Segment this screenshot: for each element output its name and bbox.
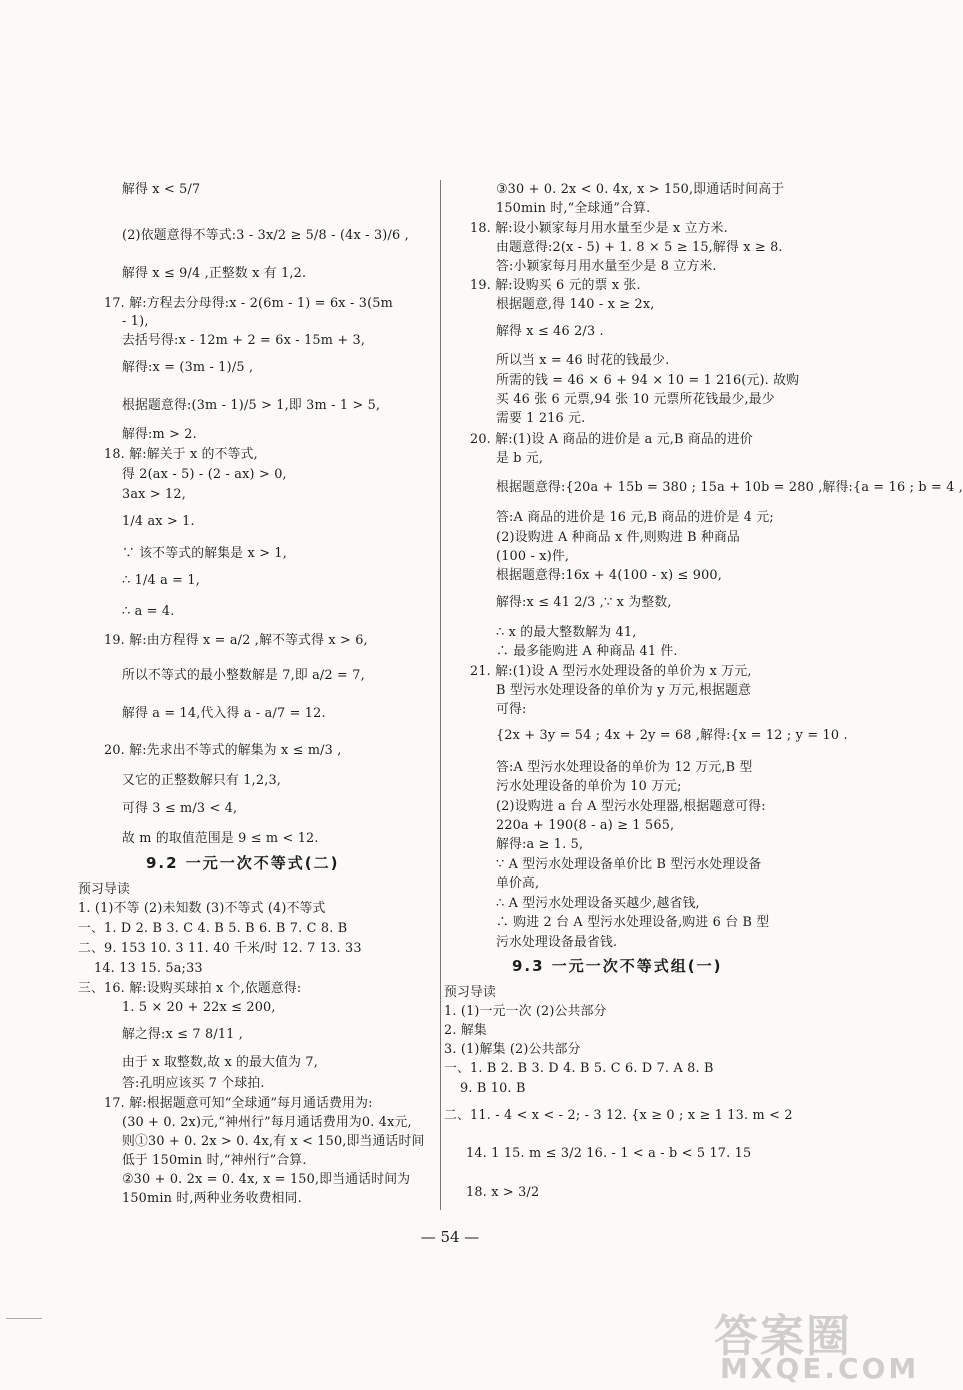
text-line: 解得 x < 5/7 [122,182,201,197]
text-line: 由于 x 取整数,故 x 的最大值为 7, [122,1055,319,1070]
text-line: 则①30 + 0. 2x > 0. 4x,有 x < 150,即当通话时间 [122,1134,425,1149]
text-line: (2)依题意得不等式:3 - 3x/2 ≥ 5/8 - (4x - 3)/6 , [122,228,409,243]
text-line: 答:孔明应该买 7 个球拍. [122,1076,265,1091]
text-line: 1. (1)一元一次 (2)公共部分 [444,1004,607,1019]
text-line: 又它的正整数解只有 1,2,3, [122,773,282,788]
text-line: (30 + 0. 2x)元,“神州行”每月通话费用为0. 4x元, [122,1115,412,1130]
text-line: 三、16. 解:设购买球拍 x 个,依题意得: [78,981,302,996]
text-line: 17. 解:根据题意可知“全球通”每月通话费用为: [104,1096,373,1111]
text-line: 1. (1)不等 (2)未知数 (3)不等式 (4)不等式 [78,901,326,916]
text-line: 所需的钱 = 46 × 6 + 94 × 10 = 1 216(元). 故购 [496,373,800,388]
text-line: 所以当 x = 46 时花的钱最少. [496,353,670,368]
subsection-label: 预习导读 [78,882,130,897]
text-line: 答:A 商品的进价是 16 元,B 商品的进价是 4 元; [496,510,774,525]
text-line: 买 46 张 6 元票,94 张 10 元票所花钱最少,最少 [496,392,775,407]
text-line: 18. 解:设小颖家每月用水量至少是 x 立方米. [470,221,728,236]
text-line: 1/4 ax > 1. [122,514,195,529]
text-line: 根据题意得:{20a + 15b = 380 ; 15a + 10b = 280 ,解得:{a = 16 ; b = 4 , [496,480,963,495]
text-line: 污水处理设备最省钱. [496,935,618,950]
text-line: 根据题意,得 140 - x ≥ 2x, [496,297,655,312]
text-line: 17. 解:方程去分母得:x - 2(6m - 1) = 6x - 3(5m [104,296,393,311]
text-line: {2x + 3y = 54 ; 4x + 2y = 68 ,解得:{x = 12 ; y = 10 . [496,728,848,743]
text-line: 由题意得:2(x - 5) + 1. 8 × 5 ≥ 15,解得 x ≥ 8. [496,240,783,255]
text-line: 去括号得:x - 12m + 2 = 6x - 15m + 3, [122,333,366,348]
watermark-logo-text: 答案圈 [714,1311,852,1362]
watermark-url: MXQE.COM [720,1352,920,1385]
text-line: 150min 时,两种业务收费相同. [122,1191,302,1206]
text-line: ②30 + 0. 2x = 0. 4x, x = 150,即当通话时间为 [122,1172,411,1187]
text-line: ∴ 1/4 a = 1, [122,573,200,588]
text-line: 根据题意得:16x + 4(100 - x) ≤ 900, [496,568,723,583]
text-line: 3. (1)解集 (2)公共部分 [444,1042,581,1057]
text-line: 9. B 10. B [460,1081,526,1096]
text-line: ∴ 购进 2 台 A 型污水处理设备,购进 6 台 B 型 [496,915,770,930]
text-line: ∴ A 型污水处理设备买越少,越省钱, [496,896,700,911]
text-line: 解得:m > 2. [122,427,197,442]
text-line: 故 m 的取值范围是 9 ≤ m < 12. [122,831,319,846]
text-line: 一、1. B 2. B 3. D 4. B 5. C 6. D 7. A 8. B [444,1061,714,1076]
text-line: 是 b 元, [496,451,544,466]
text-line: (2)设购进 A 种商品 x 件,则购进 B 种商品 [496,530,741,545]
text-line: 解得 x ≤ 9/4 ,正整数 x 有 1,2. [122,266,307,281]
text-line: B 型污水处理设备的单价为 y 万元,根据题意 [496,683,752,698]
text-line: 解得 x ≤ 46 2/3 . [496,324,604,339]
watermark [714,1300,920,1386]
text-line: 需要 1 216 元. [496,411,586,426]
text-line: 答:小颖家每月用水量至少是 8 立方米. [496,259,717,274]
text-line: 解之得:x ≤ 7 8/11 , [122,1027,244,1042]
text-line: 根据题意得:(3m - 1)/5 > 1,即 3m - 1 > 5, [122,398,381,413]
scan-mark [6,1318,42,1319]
text-line: 14. 1 15. m ≤ 3/2 16. - 1 < a - b < 5 17. 15 [466,1146,752,1161]
text-line: 答:A 型污水处理设备的单价为 12 万元,B 型 [496,760,753,775]
text-line: 解得:x = (3m - 1)/5 , [122,360,254,375]
page-number: — 54 — [420,1228,480,1246]
text-line: ∵ A 型污水处理设备单价比 B 型污水处理设备 [496,857,762,872]
text-line: 所以不等式的最小整数解是 7,即 a/2 = 7, [122,668,365,683]
text-line: ∴ 最多能购进 A 种商品 41 件. [496,644,678,659]
text-line: 20. 解:先求出不等式的解集为 x ≤ m/3 , [104,743,342,758]
text-line: 解得:a ≥ 1. 5, [496,837,584,852]
section-heading: 9.3 一元一次不等式组(一) [512,957,723,975]
text-line: - 1), [122,314,149,329]
text-line: 可得: [496,702,527,717]
column-divider [440,180,441,1210]
text-line: 18. x > 3/2 [466,1185,540,1200]
text-line: 得 2(ax - 5) - (2 - ax) > 0, [122,467,287,482]
text-line: 19. 解:由方程得 x = a/2 ,解不等式得 x > 6, [104,633,368,648]
text-line: 220a + 190(8 - a) ≥ 1 565, [496,818,675,833]
text-line: 解得:x ≤ 41 2/3 ,∵ x 为整数, [496,595,672,610]
text-line: 21. 解:(1)设 A 型污水处理设备的单价为 x 万元, [470,664,752,679]
text-line: (100 - x)件, [496,549,570,564]
text-line: 18. 解:解关于 x 的不等式, [104,447,258,462]
text-line: 二、9. 153 10. 3 11. 40 千米/时 12. 7 13. 33 [78,941,362,956]
text-line: 一、1. D 2. B 3. C 4. B 5. B 6. B 7. C 8. B [78,921,348,936]
text-line: 污水处理设备的单价为 10 万元; [496,779,682,794]
text-line: 低于 150min 时,“神州行”合算. [122,1153,307,1168]
text-line: 2. 解集 [444,1023,487,1038]
text-line: ∵ 该不等式的解集是 x > 1, [122,546,287,561]
text-line: 19. 解:设购买 6 元的票 x 张. [470,278,641,293]
text-line: (2)设购进 a 台 A 型污水处理器,根据题意可得: [496,799,766,814]
section-heading: 9.2 一元一次不等式(二) [146,854,340,872]
text-line: ∴ x 的最大整数解为 41, [496,625,637,640]
text-line: ∴ a = 4. [122,604,175,619]
text-line: 3ax > 12, [122,487,186,502]
text-line: 可得 3 ≤ m/3 < 4, [122,801,238,816]
text-line: 20. 解:(1)设 A 商品的进价是 a 元,B 商品的进价 [470,432,753,447]
text-line: 单价高, [496,876,540,891]
text-line: 二、11. - 4 < x < - 2; - 3 12. {x ≥ 0 ; x ≥ 1 13. m < 2 [444,1108,793,1123]
text-line: 解得 a = 14,代入得 a - a/7 = 12. [122,706,326,721]
text-line: 1. 5 × 20 + 22x ≤ 200, [122,1000,276,1015]
text-line: ③30 + 0. 2x < 0. 4x, x > 150,即通话时间高于 [496,182,785,197]
text-line: 150min 时,“全球通”合算. [496,201,651,216]
subsection-label: 预习导读 [444,985,496,1000]
text-line: 14. 13 15. 5a;33 [94,961,203,976]
